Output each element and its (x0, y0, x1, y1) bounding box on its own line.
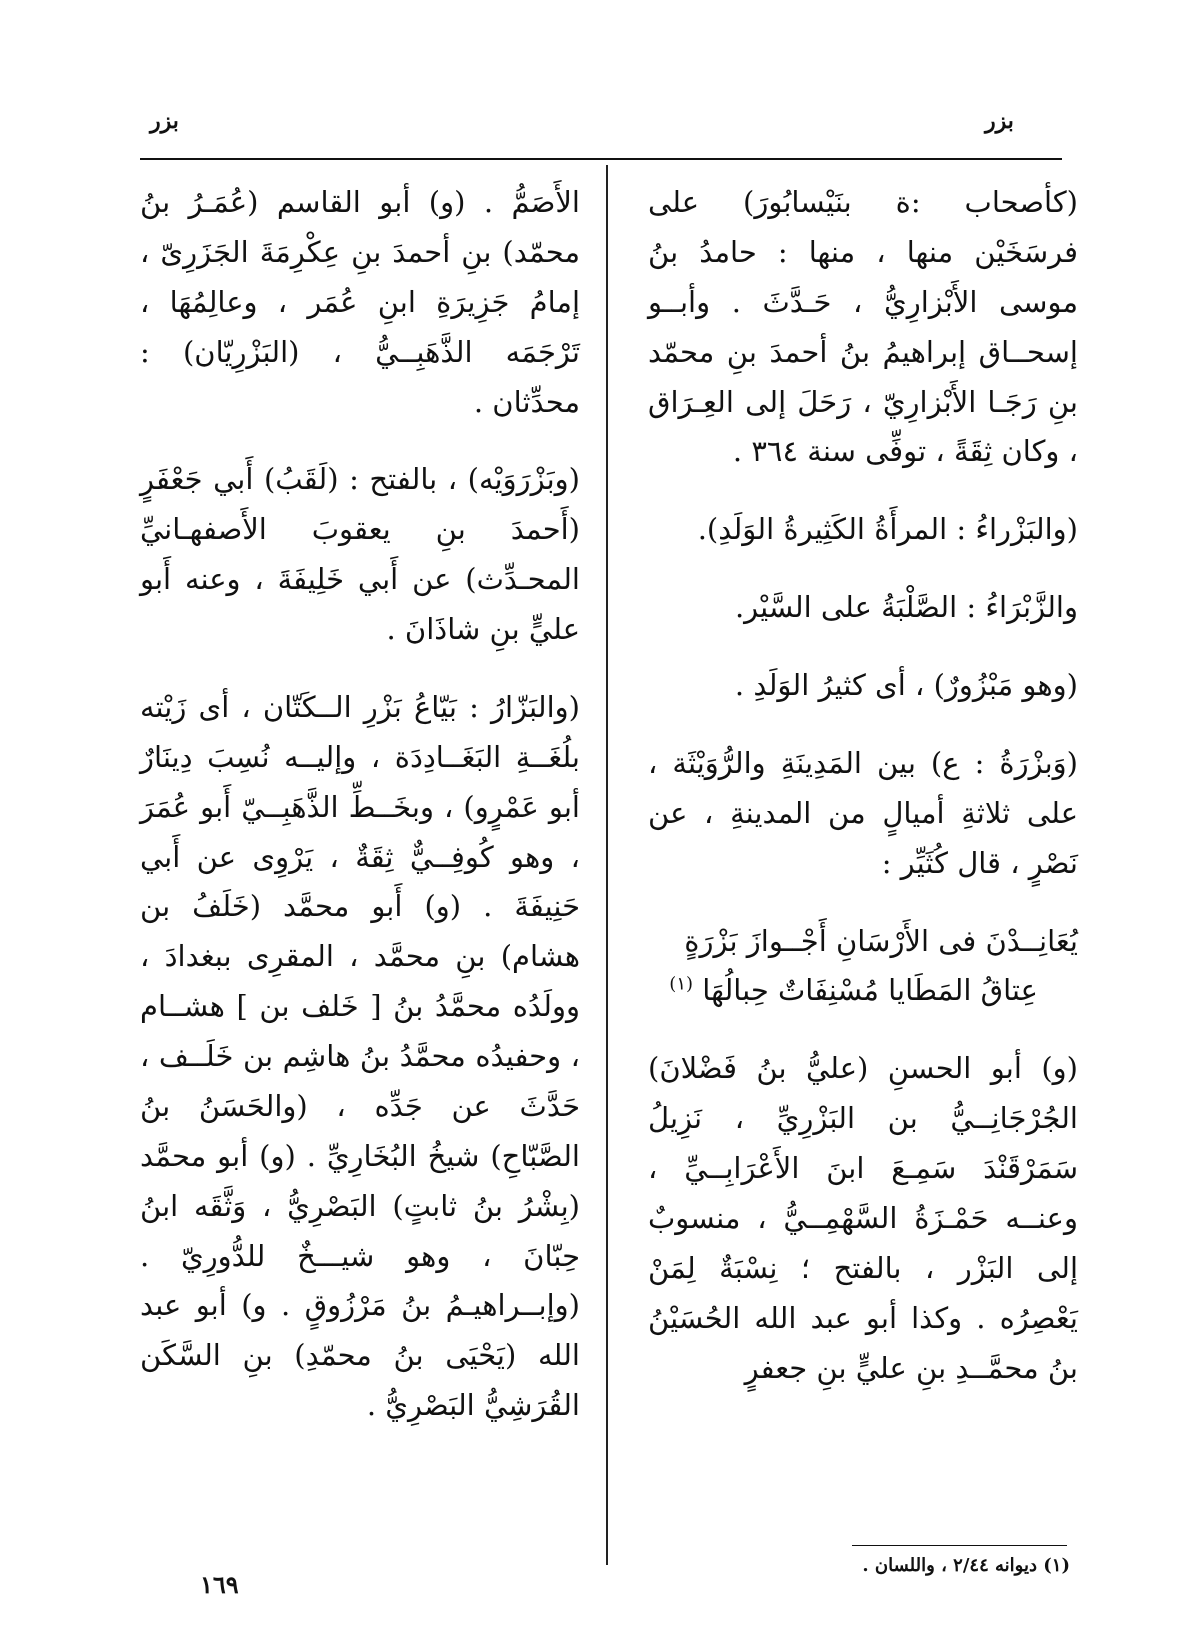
verse-line: يُعَانِــدْنَ فى الأَرْسَانِ أَجْــوازَ بَزْرَةٍ (684, 923, 1078, 958)
page-number: ١٦٩ (200, 1570, 239, 1599)
paragraph: والزَّبْرَاءُ : الصَّلْبَةُ على السَّيْر. (734, 590, 1078, 625)
footnote-rule (852, 1545, 1067, 1546)
paragraph: (و) أبو الحسنِ (عليُّ بنُ فَضْلانَ) الجُرْجَانِــيُّ بن البَزْرِيِّ ، نَزِيلُ سَمَرْقَنْدَ سَمِـعَ ابنَ الأَعْرَابِــيِّ ، وعنــه حَمْـزَةُ السَّهْمِــيُّ ، منسوبٌ إلى البَزْر ، بالفتح ؛ نِسْبَةٌ لِمَنْ يَعْصِرُه . وكذا أبو عبد الله الحُسَيْنُ بنُ محمَّــدِ بنِ عليٍّ بنِ جعفرٍ (648, 1051, 1078, 1385)
paragraph: الأَصَمُّ . (و) أبو القاسم (عُمَـرُ بنُ محمّد) بنِ أحمدَ بنِ عِكْرِمَةَ الجَزَرِىّ ، إمامُ جَزِيرَةِ ابنِ عُمَر ، وعالِمُهَا ، تَرْجَمَه الذَّهَبِــيُّ ، (البَزْرِيّان) : محدِّثان . (140, 185, 580, 419)
verse-line (648, 966, 1078, 1016)
left-column (140, 178, 580, 1459)
running-head-left: بزر (150, 108, 179, 134)
paragraph: (وَبزْرَةُ : ع) بين المَدِينَةِ والرُّوَيْثَة ، على ثلاثةِ أميالٍ من المدينةِ ، عن نَصْرٍ ، قال كُثَيِّر : (648, 745, 1078, 880)
verse-line-text: عِتاقُ المَطَايا مُسْنِفَاتٌ حِبالُهَا (702, 973, 1038, 1008)
footnote: (١) ديوانه ٢/٤٤ ، واللسان . (862, 1555, 1070, 1576)
paragraph: (كأصحاب :ة بنَيْسابُورَ) على فرسَخَيْن منها ، منها : حامدُ بنُ موسى الأَبْزارِيُّ ، حَـدَّثَ . وأبــو إسحــاق إبراهيمُ بنُ أحمدَ بنِ محمّد بنِ رَجَـا الأَبْزارِيّ ، رَحَلَ إلى العِـرَاق ، وكان ثِقَةً ، توفِّى سنة ٣٦٤ . (648, 185, 1078, 469)
footnote-marker: (١) (669, 973, 694, 995)
right-column (648, 178, 1078, 1421)
paragraph: (والبَزْراءُ : المرأَةُ الكَثِيرةُ الوَلَدِ). (697, 512, 1078, 547)
paragraph: (وبَزْرَوَيْه) ، بالفتح : (لَقَبُ) أَبي جَعْفَرٍ (أَحمدَ بنِ يعقوبَ الأَصفهـانيِّ المحـدِّث) عن أَبي خَلِيفَةَ ، وعنه أَبو عليٍّ بنِ شاذَانَ . (140, 462, 580, 646)
paragraph: (وهو مَبْزُورٌ) ، أى كثيرُ الوَلَدِ . (734, 668, 1078, 702)
poetry-verse (648, 917, 1078, 1017)
running-head-right: بزر (985, 108, 1014, 134)
header-rule (140, 158, 1062, 160)
paragraph: (والبَزّارُ : بَيّاعُ بَزْرِ الــكَتّان ، أى زَيْته بلُغَــةِ البَغَــادِدَة ، وإليــه نُسِبَ دِينَارٌ أبو عَمْرٍو) ، وبخَــطِّ الذَّهَبِــيّ أَبو عُمَرَ ، وهو كُوفِــيٌّ ثِقَةٌ ، يَرْوِى عن أَبي حَنِيفَةَ . (و) أَبو محمَّد (خَلَفُ بن هشام) بنِ محمَّد ، المقرِى ببغدادَ ، وولَدُه محمَّدُ بنُ [ خَلف بن ] هشــام ، وحفيدُه محمَّدُ بنُ هاشِم بن خَلَــف ، حَدَّثَ عن جَدِّه ، (والحَسَنُ بنُ الصَّبّاحِ) شيخُ البُخَارِيِّ . (و) أبو محمَّد (بِشْرُ بنُ ثابتٍ) البَصْرِيُّ ، وَثَّقَه ابنُ حِبّانَ ، وهو شيـــخٌ للدُّورِيّ . (وإبــراهيـمُ بنُ مَرْزُوقٍ . و) أبو عبد الله (يَحْيَى بنُ محمّدِ) بنِ السَّكَن القُرَشِيُّ البَصْرِيُّ . (140, 689, 580, 1423)
column-divider (606, 165, 608, 1565)
